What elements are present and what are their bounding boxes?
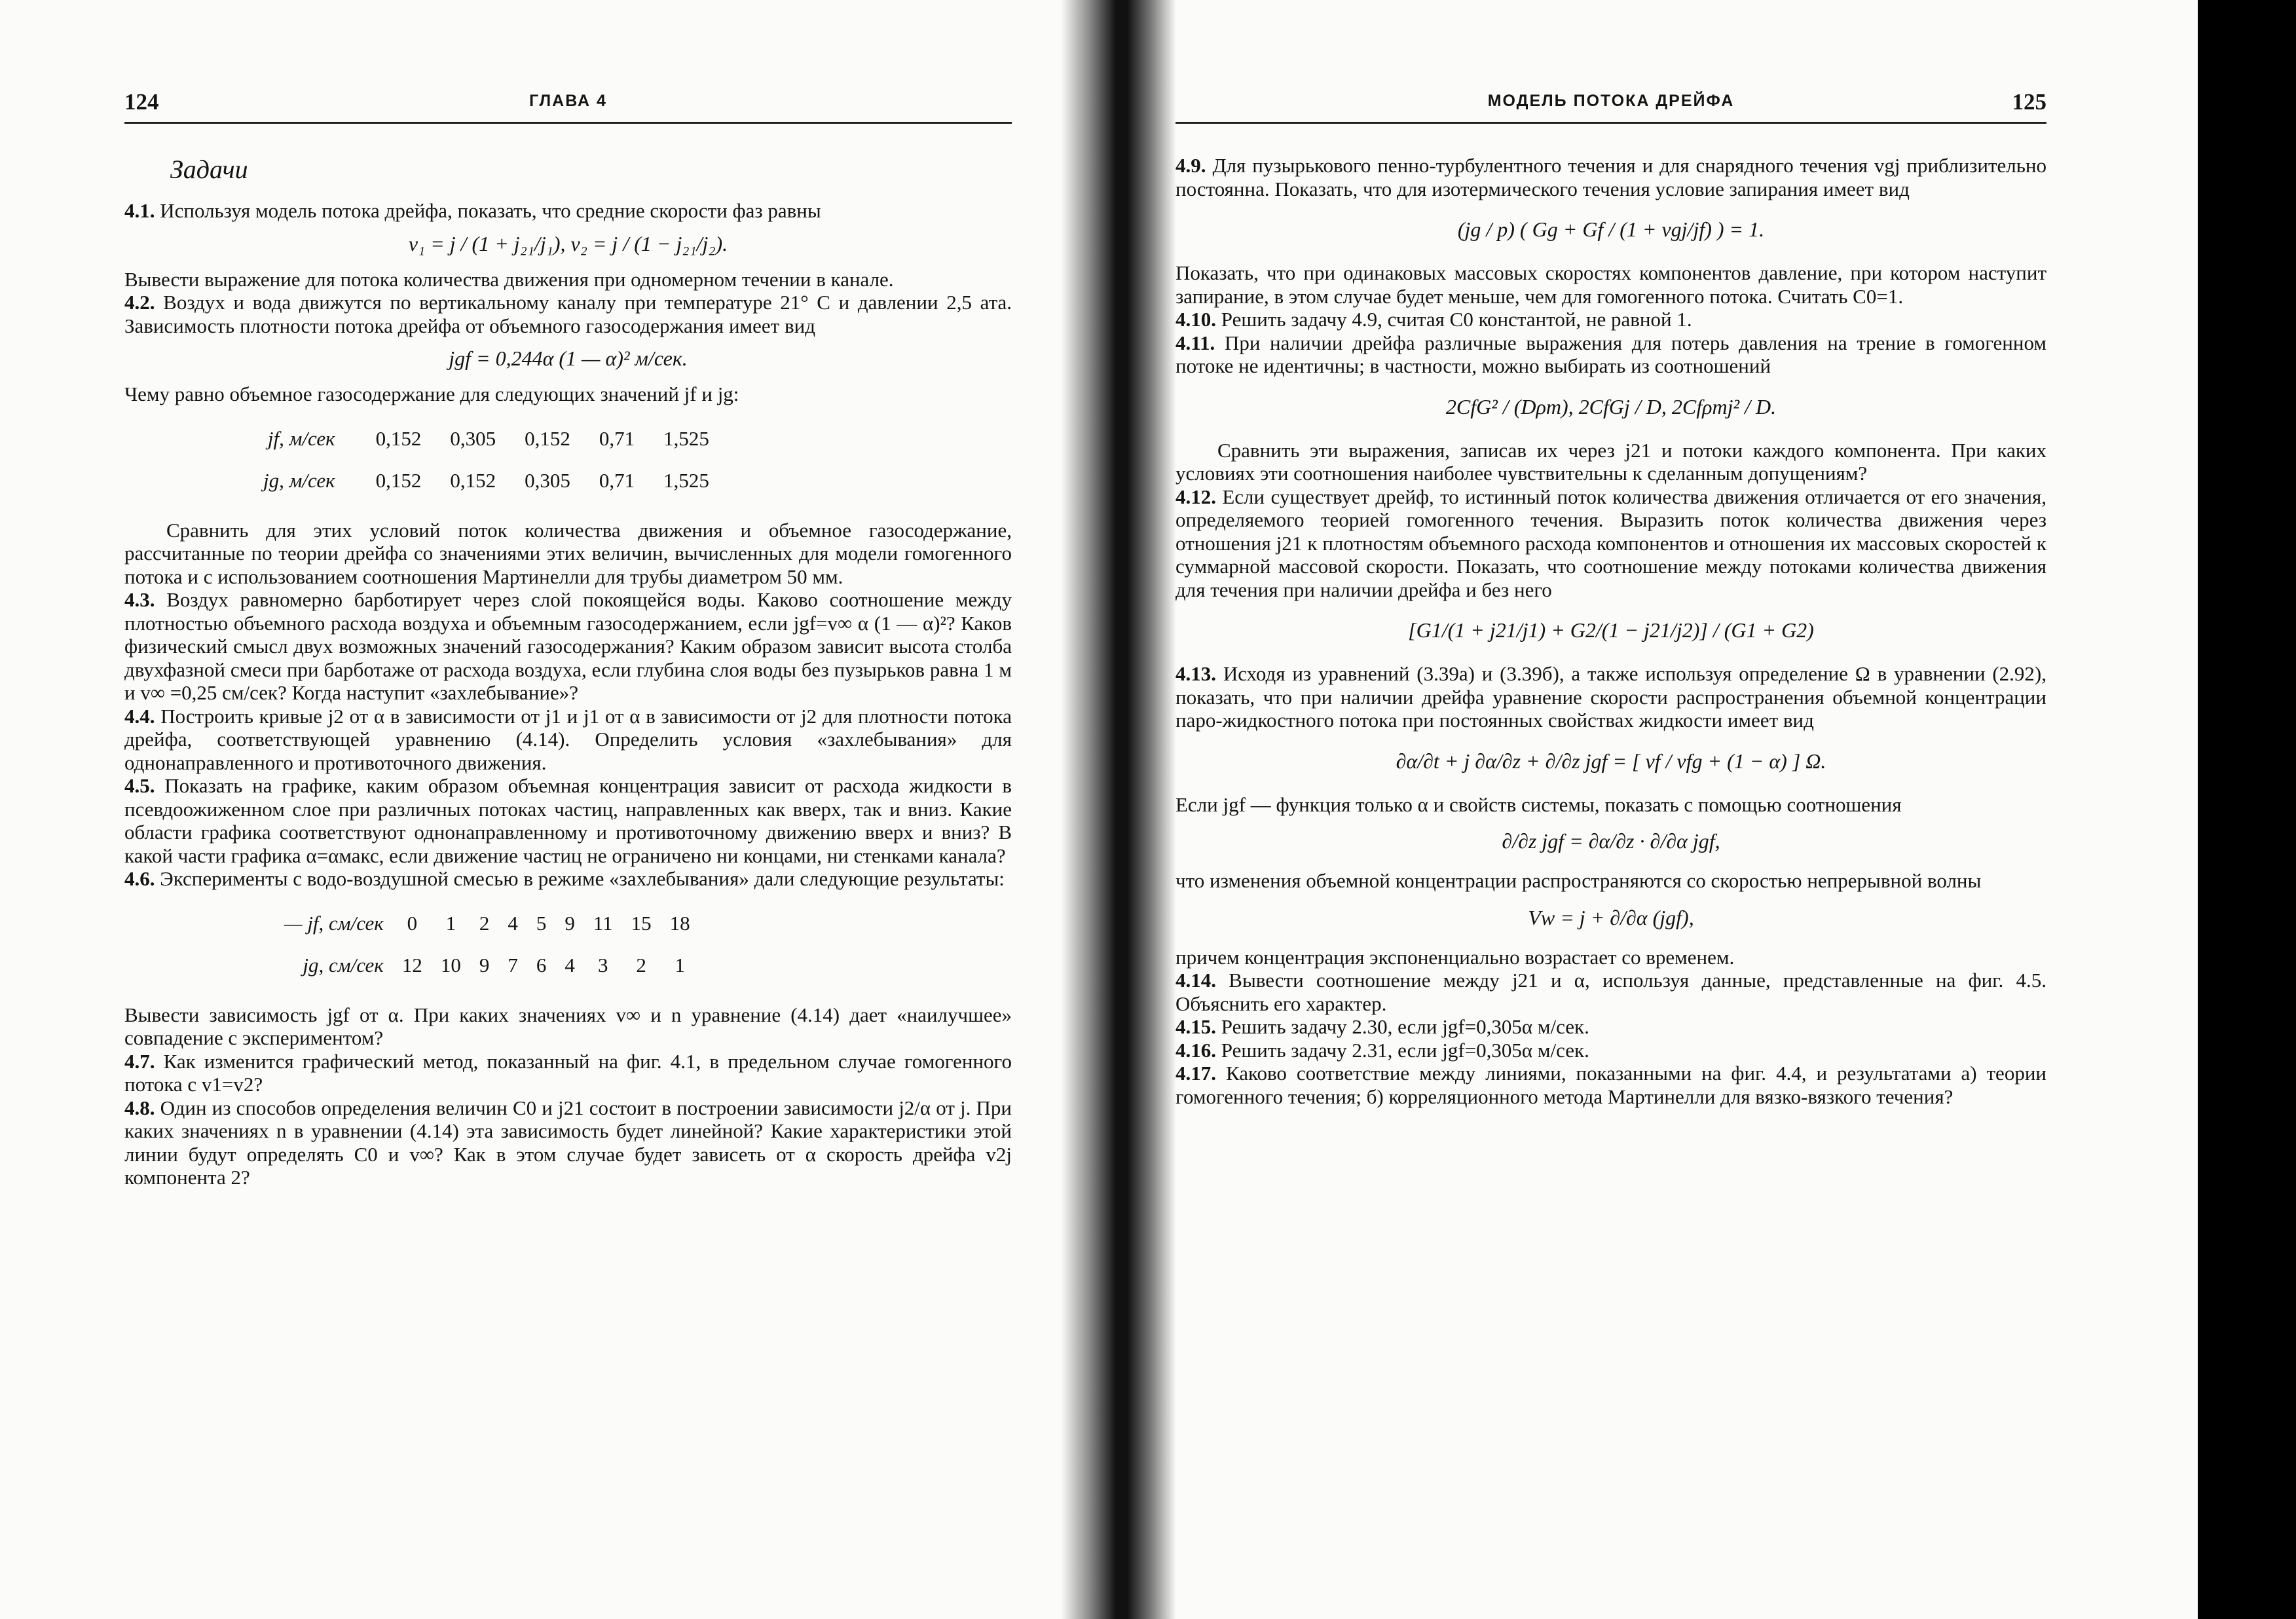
problem-4-11-cont: Сравнить эти выражения, записав их через j21 и потоки каждого компонента. При каких условиях эти соотношения наиболее чувствительны к сделанным допущениям? xyxy=(1176,438,2046,485)
left-page xyxy=(124,85,1012,1189)
problem-4-2: 4.2. Воздух и вода движутся по вертикальному каналу при температуре 21° С и давлении 2,5 ата. Зависимость плотности потока дрейфа от объемного газосодержания имеет вид xyxy=(124,291,1012,337)
running-head: ГЛАВА 4 xyxy=(529,92,607,110)
problem-4-6-cont: Вывести зависимость jgf от α. При каких значениях v∞ и n уравнение (4.14) дает «наилучшее» совпадение с экспериментом? xyxy=(124,1003,1012,1049)
table-row: — jf, см/сек 0 1 2 4 5 9 11 15 18 xyxy=(284,911,690,935)
problem-4-2-question: Чему равно объемное газосодержание для следующих значений jf и jg: xyxy=(124,382,739,405)
running-head: МОДЕЛЬ ПОТОКА ДРЕЙФА xyxy=(1487,92,1735,110)
problem-4-12: 4.12. Если существует дрейф, то истинный поток количества движения отличается от его значения, определяемого теорией гомогенного течения. Выразить поток количества движения через отношения j21 к плотностям объемного расхода компонентов и отношения их массовых скоростей к суммарной массовой скорости. Показать, что соотношение между потоками количества движения для течения при наличии дрейфа и без него xyxy=(1176,485,2047,601)
problem-4-16: 4.16. Решить задачу 2.31, если jgf=0,305α м/сек. xyxy=(1176,1038,1589,1062)
formula-4-13c: Vw = j + ∂/∂α (jgf), xyxy=(1528,905,1694,929)
problem-4-7: 4.7. Как изменится графический метод, показанный на фиг. 4.1, в предельном случае гомогенного потока с v1=v2? xyxy=(124,1049,1012,1096)
formula-4-2: jgf = 0,244α (1 — α)² м/сек. xyxy=(449,346,688,370)
problem-4-13-wave: что изменения объемной концентрации распространяются со скоростью непрерывной волны xyxy=(1176,869,1982,892)
section-title: Задачи xyxy=(170,155,248,184)
book-spine xyxy=(1061,0,1176,1619)
problem-4-4: 4.4. Построить кривые j2 от α в зависимости от j1 и j1 от α в зависимости от j2 для плотности потока дрейфа, соответствующей уравнению (4.14). Определить условия «захлебывания» для однонаправленного и противоточного движения. xyxy=(124,704,1012,774)
left-page-header xyxy=(124,85,1012,124)
problem-4-8: 4.8. Один из способов определения величин C0 и j21 состоит в построении зависимости j2/α от j. При каких значениях n в уравнении (4.14) эта зависимость будет линейной? Какие характеристики этой линии будут определять C0 и v∞? Как в этом случае будет зависеть от α скорость дрейфа v2j компонента 2? xyxy=(124,1096,1012,1189)
problem-4-5: 4.5. Показать на графике, каким образом объемная концентрация зависит от расхода жидкости в псевдоожиженном слое при различных потоках частиц, направленных как вверх, так и вниз. Какие области графика соответствуют однонаправленному и противоточному движению вверх и вниз? В какой части графика α=αмакс, если движение частиц не ограничено ни концами, ни стенками канала? xyxy=(124,774,1012,867)
formula-4-11: 2CfG² / (Dρm), 2CfGj / D, 2Cfρmj² / D. xyxy=(1445,394,1777,419)
problem-4-17: 4.17. Каково соответствие между линиями, показанными на фиг. 4.4, и результатами а) теории гомогенного течения; б) корреляционного метода Мартинелли для вязко-вязкого течения? xyxy=(1176,1062,2047,1108)
formula-4-13: ∂α/∂t + j ∂α/∂z + ∂/∂z jgf = [ vf / vfg + (1 − α) ] Ω. xyxy=(1396,749,1826,773)
table-row: jf, м/сек 0,152 0,305 0,152 0,71 1,525 xyxy=(267,426,709,450)
problem-4-15: 4.15. Решить задачу 2.30, если jgf=0,305α м/сек. xyxy=(1176,1015,1589,1038)
problem-4-9: 4.9. Для пузырькового пенно-турбулентного течения и для снарядного течения vgj приблизительно постоянна. Показать, что для изотермического течения условие запирания имеет вид xyxy=(1176,154,2046,200)
problem-4-11: 4.11. При наличии дрейфа различные выражения для потерь давления на трение в гомогенном потоке не идентичны; в частности, можно выбирать из соотношений xyxy=(1176,331,2046,377)
problem-4-3: 4.3. Воздух равномерно барботирует через слой покоящейся воды. Каково соотношение между плотностью объемного расхода воздуха и объемным газосодержанием, если jgf=v∞ α (1 — α)²? Каков физический смысл двух возможных значений газосодержания? Каким образом зависит высота столба двухфазной смеси при барботаже от расхода воздуха, если глубина слоя воды без пузырьков равна 1 м и v∞ =0,25 см/сек? Когда наступит «захлебывание»? xyxy=(124,588,1012,704)
problem-4-14: 4.14. Вывести соотношение между j21 и α, используя данные, представленные на фиг. 4.5. Объяснить его характер. xyxy=(1176,969,2046,1015)
table-4-6 xyxy=(275,903,699,986)
page-number: 125 xyxy=(2012,89,2046,115)
table-4-2 xyxy=(249,418,724,502)
problem-4-13: 4.13. Исходя из уравнений (3.39а) и (3.39б), а также используя определение Ω в уравнении (2.92), показать, что при наличии дрейфа уравнение скорости распространения объемной концентрации паро-жидкостного потока при постоянных свойствах жидкости имеет вид xyxy=(1176,662,2046,732)
right-page xyxy=(1176,85,2046,1108)
problem-4-1: 4.1. Используя модель потока дрейфа, показать, что средние скорости фаз равны xyxy=(124,199,821,222)
problem-4-6: 4.6. Эксперименты с водо-воздушной смесью в режиме «захлебывания» дали следующие результаты: xyxy=(124,867,1005,890)
formula-4-9: (jg / p) ( Gg + Gf / (1 + vgj/jf) ) = 1. xyxy=(1457,217,1765,241)
problem-4-10: 4.10. Решить задачу 4.9, считая C0 константой, не равной 1. xyxy=(1176,308,1692,331)
table-row: jg, м/сек 0,152 0,152 0,305 0,71 1,525 xyxy=(263,468,709,492)
problem-4-9-cont: Показать, что при одинаковых массовых скоростях компонентов давление, при котором наступит запирание, в этом случае будет меньше, чем для гомогенного потока. Считать C0=1. xyxy=(1176,261,2046,308)
problem-4-13-if: Если jgf — функция только α и свойств системы, показать с помощью соотношения xyxy=(1176,792,1902,816)
formula-4-12: [G1/(1 + j21/j1) + G2/(1 − j21/j2)] / (G1 + G2) xyxy=(1408,618,1814,642)
page-number: 124 xyxy=(124,89,159,115)
problem-4-13-end: причем концентрация экспоненциально возрастает со временем. xyxy=(1176,945,1735,969)
problem-4-2-compare: Сравнить для этих условий поток количества движения и объемное газосодержание, рассчитанные по теории дрейфа со значениями этих величин, вычисленных для модели гомогенного потока и с использованием соотношения Мартинелли для трубы диаметром 50 мм. xyxy=(124,518,1012,588)
formula-4-13b: ∂/∂z jgf = ∂α/∂z · ∂/∂α jgf, xyxy=(1502,829,1720,853)
problem-4-1-cont: Вывести выражение для потока количества движения при одномерном течении в канале. xyxy=(124,267,894,291)
right-page-header xyxy=(1176,85,2046,124)
formula-4-1: v₁ = j / (1 + j₂₁/j₁), v₂ = j / (1 − j₂₁/j₂). xyxy=(408,231,728,255)
table-row: jg, см/сек 12 10 9 7 6 4 3 2 1 xyxy=(303,953,685,977)
scan-edge xyxy=(2198,0,2296,1619)
